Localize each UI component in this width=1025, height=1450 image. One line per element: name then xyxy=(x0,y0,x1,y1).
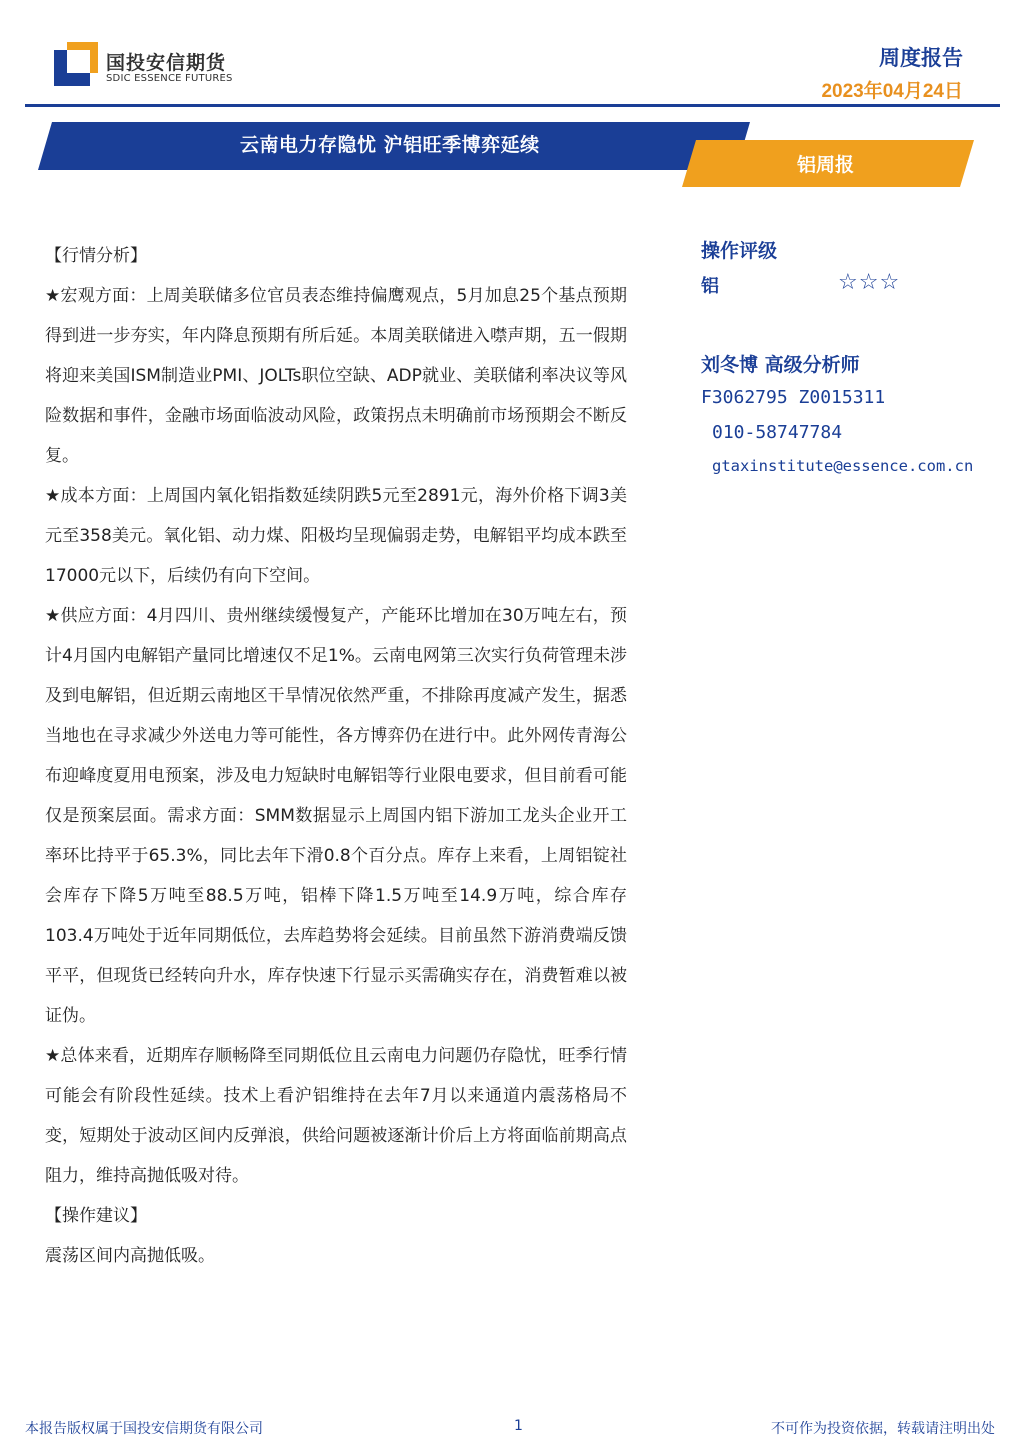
paragraph-supply: ★供应方面：4月四川、贵州继续缓慢复产，产能环比增加在30万吨左右，预计4月国内电解铝产量同比增速仅不足1%。云南电网第三次实行负荷管理未涉及到电解铝，但近期云南地区干旱情况依然严重，不排除再度减产发生，据悉当地也在寻求减少外送电力等可能性，各方博弈仍在进行中。此外网传青海公布迎峰度夏用电预案，涉及电力短缺时电解铝等行业限电要求，但目前看可能仅是预案层面。需求方面：SMM数据显示上周国内铝下游加工龙头企业开工率环比持平于65.3%，同比去年下滑0.8个百分点。库存上来看，上周铝锭社会库存下降5万吨至88.5万吨，铝棒下降1.5万吨至14.9万吨，综合库存103.4万吨处于近年同期低位，去库趋势将会延续。目前虽然下游消费端反馈平平，但现货已经转向升水，库存快速下行显示买需确实存在，消费暂难以被证伪。 xyxy=(45,606,627,1026)
rating-stars-icon: ☆☆☆ xyxy=(838,270,901,295)
logo-mark-icon xyxy=(54,42,98,86)
report-type: 周度报告 xyxy=(879,47,963,70)
header-divider xyxy=(25,104,1000,107)
report-date: 2023年04月24日 xyxy=(821,81,963,102)
report-tag: 铝周报 xyxy=(797,154,855,176)
logo-text-cn: 国投安信期货 xyxy=(106,52,227,74)
analyst-email[interactable]: gtaxinstitute@essence.com.cn xyxy=(712,457,974,475)
analyst-name: 刘冬博 高级分析师 xyxy=(701,354,860,376)
report-body xyxy=(45,236,627,1276)
report-title: 云南电力存隐忧 沪铝旺季博弈延续 xyxy=(240,134,540,156)
page-number: 1 xyxy=(514,1418,523,1434)
footer-copyright: 本报告版权属于国投安信期货有限公司 xyxy=(25,1421,263,1437)
section-heading-advice: 【操作建议】 xyxy=(45,1206,147,1226)
section-heading-analysis: 【行情分析】 xyxy=(45,246,147,266)
paragraph-cost: ★成本方面：上周国内氧化铝指数延续阴跌5元至2891元，海外价格下调3美元至358美元。氧化铝、动力煤、阳极均呈现偏弱走势，电解铝平均成本跌至17000元以下，后续仍有向下空间。 xyxy=(45,486,627,586)
paragraph-advice: 震荡区间内高抛低吸。 xyxy=(45,1246,215,1266)
analyst-license: F3062795 Z0015311 xyxy=(701,387,886,408)
rating-item: 铝 xyxy=(701,276,719,297)
logo-text-en: SDIC ESSENCE FUTURES xyxy=(106,73,233,84)
footer-disclaimer: 不可作为投资依据，转载请注明出处 xyxy=(771,1421,995,1437)
paragraph-overall: ★总体来看，近期库存顺畅降至同期低位且云南电力问题仍存隐忧，旺季行情可能会有阶段性延续。技术上看沪铝维持在去年7月以来通道内震荡格局不变，短期处于波动区间内反弹浪，供给问题被逐渐计价后上方将面临前期高点阻力，维持高抛低吸对待。 xyxy=(45,1046,627,1186)
paragraph-macro: ★宏观方面：上周美联储多位官员表态维持偏鹰观点，5月加息25个基点预期得到进一步夯实，年内降息预期有所后延。本周美联储进入噤声期，五一假期将迎来美国ISM制造业PMI、JOLTs职位空缺、ADP就业、美联储利率决议等风险数据和事件，金融市场面临波动风险，政策拐点未明确前市场预期会不断反复。 xyxy=(45,286,627,466)
rating-heading: 操作评级 xyxy=(701,240,778,262)
analyst-phone: 010-58747784 xyxy=(712,422,843,443)
